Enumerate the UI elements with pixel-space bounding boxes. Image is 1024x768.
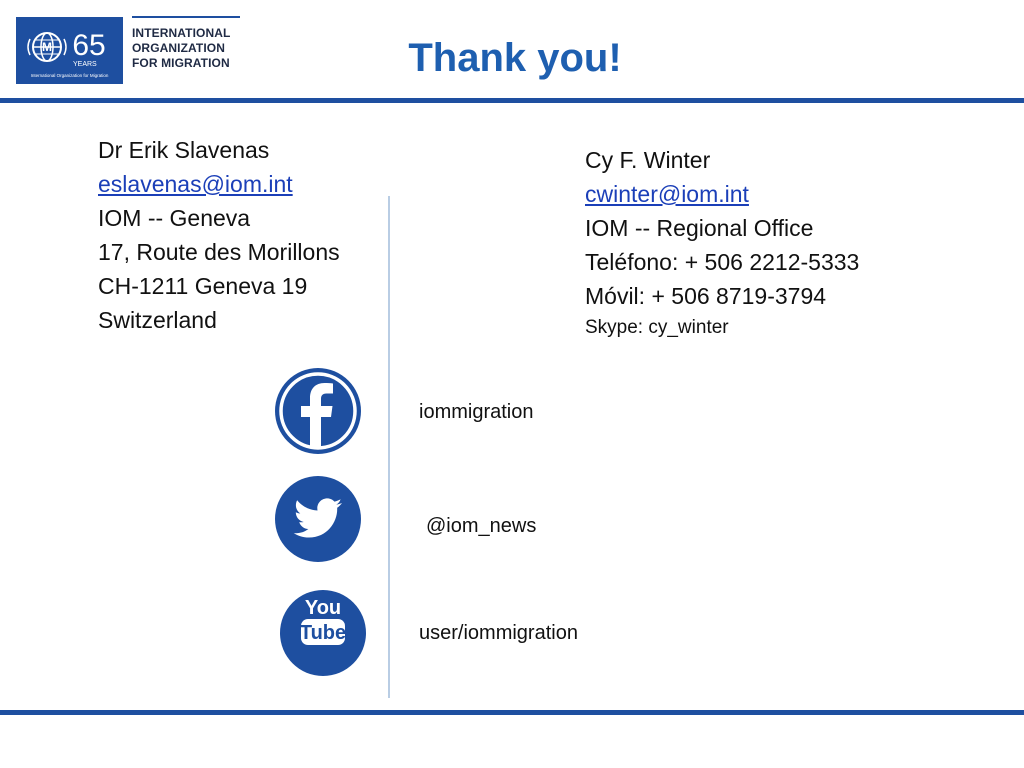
contact-card-left (98, 133, 340, 337)
youtube-word-bottom: Tube (299, 622, 347, 644)
contact-card-right (585, 143, 859, 343)
vertical-divider (388, 196, 390, 698)
iom-logo-emblem (16, 17, 123, 84)
youtube-word-top: You (304, 597, 342, 619)
page-title: Thank you! (408, 36, 622, 80)
logo-line-2: ORGANIZATION (132, 41, 225, 55)
footer-divider (0, 710, 1024, 715)
anniversary-caption: International Organization for Migration (30, 73, 109, 78)
facebook-handle[interactable]: iommigration (419, 401, 534, 423)
twitter-handle[interactable]: @iom_news (426, 515, 537, 537)
iom-logo-wordmark (132, 16, 240, 71)
contact-name: Cy F. Winter (585, 147, 711, 173)
header-divider (0, 98, 1024, 103)
emblem-letter: M (42, 40, 52, 54)
email-link[interactable]: cwinter@iom.int (585, 181, 749, 207)
twitter-icon[interactable] (274, 475, 362, 563)
youtube-icon[interactable] (279, 589, 367, 677)
skype-handle: Skype: cy_winter (585, 317, 729, 338)
logo-rule (132, 16, 240, 18)
facebook-icon[interactable] (274, 367, 362, 455)
email-link[interactable]: eslavenas@iom.int (98, 171, 293, 197)
anniversary-number: 65 (72, 29, 106, 62)
contact-name: Dr Erik Slavenas (98, 137, 270, 163)
office-name: IOM -- Regional Office (585, 215, 814, 241)
anniversary-word: YEARS (73, 61, 97, 68)
youtube-handle[interactable]: user/iommigration (419, 622, 578, 644)
logo-line-1: INTERNATIONAL (132, 26, 231, 40)
address-line: CH-1211 Geneva 19 (98, 273, 308, 299)
logo-line-3: FOR MIGRATION (132, 56, 230, 70)
country: Switzerland (98, 307, 217, 333)
mobile-number: Móvil: + 506 8719-3794 (585, 283, 827, 309)
phone-number: Teléfono: + 506 2212-5333 (585, 249, 860, 275)
address-line: 17, Route des Morillons (98, 239, 340, 265)
office-name: IOM -- Geneva (98, 205, 251, 231)
